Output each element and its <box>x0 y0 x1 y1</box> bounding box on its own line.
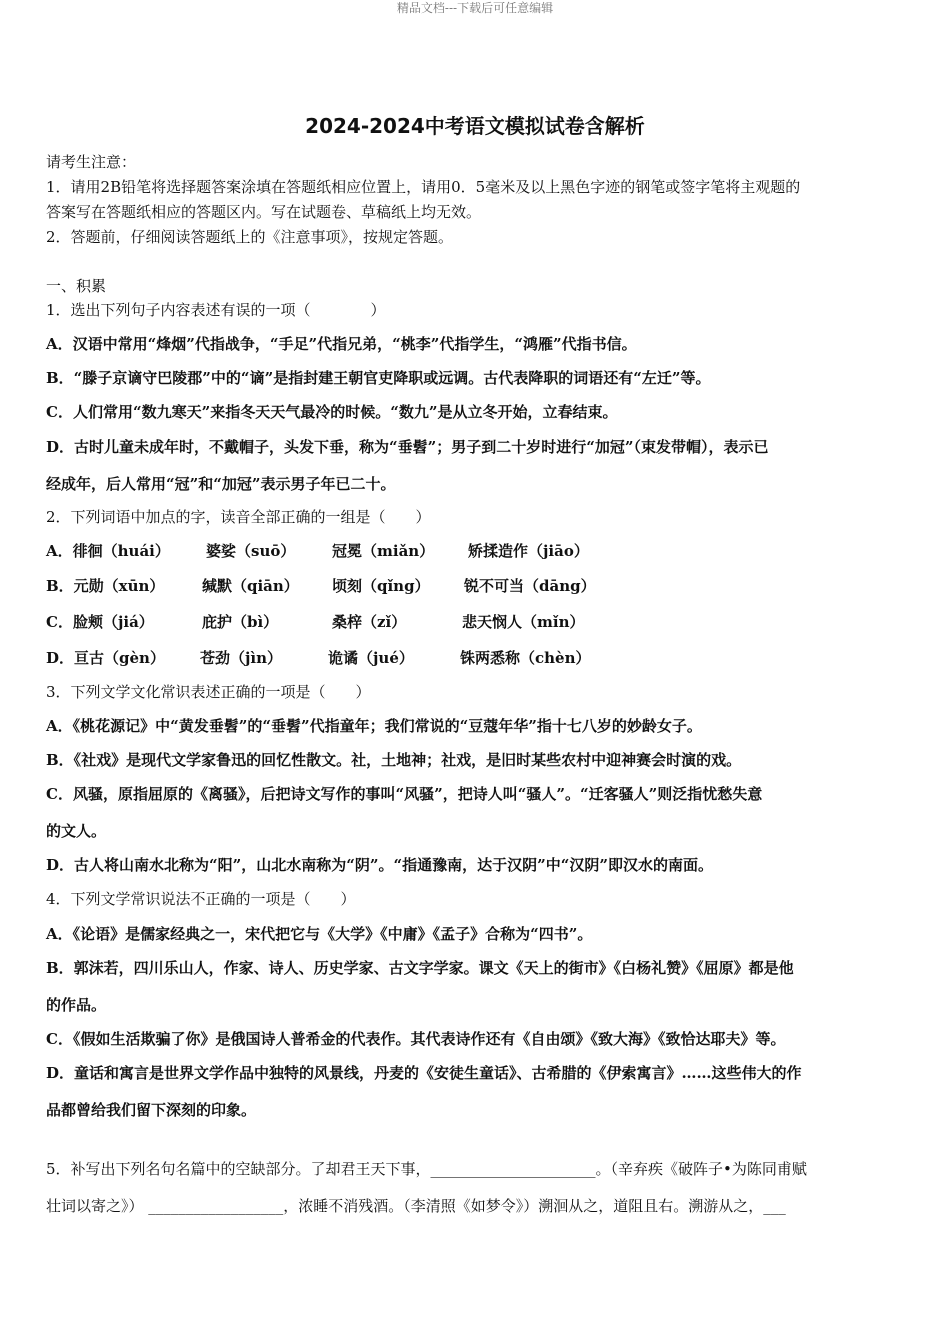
q5-line-1: 5．补写出下列名句名篇中的空缺部分。了却君王天下事，______________________。（辛弃疾《破阵子•为陈同甫赋 <box>46 1160 807 1178</box>
notice-line-3: 2．答题前，仔细阅读答题纸上的《注意事项》，按规定答题。 <box>46 228 454 246</box>
q3-option-a: A．《桃花源记》中“黄发垂髫”的“垂髫”代指童年；我们常说的“豆蔻年华”指十七八岁的妙龄女子。 <box>46 717 702 735</box>
q2-c-word-3: 桑梓（zǐ） <box>332 613 407 631</box>
q5-line-2: 壮词以寄之》） __________________，浓睡不消残酒。（李清照《如梦令》）溯洄从之，道阻且右。溯游从之，___ <box>46 1197 786 1215</box>
q3-option-b: B．《社戏》是现代文学家鲁迅的回忆性散文。社，土地神；社戏，是旧时某些农村中迎神赛会时演的戏。 <box>46 751 742 769</box>
q3-stem: 3．下列文学文化常识表述正确的一项是（ ） <box>46 683 371 701</box>
q4-option-c: C．《假如生活欺骗了你》是俄国诗人普希金的代表作。其代表诗作还有《自由颂》《致大海》《致恰达耶夫》等。 <box>46 1030 786 1048</box>
q2-a-word-3: 冠冕（miǎn） <box>332 542 435 560</box>
q2-option-row-d <box>46 648 906 668</box>
q1-stem: 1．选出下列句子内容表述有误的一项（ ） <box>46 301 386 319</box>
q1-option-b: B．“滕子京谪守巴陵郡”中的“谪”是指封建王朝官吏降职或远调。古代表降职的词语还有“左迁”等。 <box>46 369 711 387</box>
q2-d-word-4: 铢两悉称（chèn） <box>460 649 591 667</box>
notice-heading: 请考生注意： <box>46 153 137 171</box>
q2-a-word-1: A．徘徊（huái） <box>46 542 170 560</box>
q4-option-b-line-1: B．郭沫若，四川乐山人，作家、诗人、历史学家、古文字学家。课文《天上的街市》《白杨礼赞》《屈原》都是他 <box>46 959 794 977</box>
q2-a-word-4: 矫揉造作（jiāo） <box>468 542 589 560</box>
notice-line-2: 答案写在答题纸相应的答题区内。写在试题卷、草稿纸上均无效。 <box>46 203 482 221</box>
q3-option-c-line-2: 的文人。 <box>46 822 107 840</box>
q2-option-row-a <box>46 541 906 561</box>
q2-option-row-b <box>46 576 906 596</box>
q2-b-word-2: 缄默（qiān） <box>202 577 299 595</box>
q2-c-word-1: C．脸颊（jiá） <box>46 613 154 631</box>
q2-c-word-2: 庇护（bì） <box>202 613 279 631</box>
q1-option-d-line-1: D．古时儿童未成年时，不戴帽子，头发下垂，称为“垂髫”；男子到二十岁时进行“加冠”（束发带帽），表示已 <box>46 438 769 456</box>
page-title: 2024-2024中考语文模拟试卷含解析 <box>305 114 645 138</box>
q2-d-word-1: D．亘古（gèn） <box>46 649 165 667</box>
q3-option-c-line-1: C．风骚，原指屈原的《离骚》，后把诗文写作的事叫“风骚”，把诗人叫“骚人”。“迁客骚人”则泛指忧愁失意 <box>46 785 763 803</box>
watermark: 精品文档---下载后可任意编辑 <box>396 1 554 15</box>
q4-stem: 4．下列文学常识说法不正确的一项是（ ） <box>46 890 356 908</box>
q2-stem: 2．下列词语中加点的字，读音全部正确的一组是（ ） <box>46 508 431 526</box>
q4-option-a: A．《论语》是儒家经典之一，宋代把它与《大学》《中庸》《孟子》合称为“四书”。 <box>46 925 593 943</box>
q4-option-b-line-2: 的作品。 <box>46 996 107 1014</box>
q4-option-d-line-1: D．童话和寓言是世界文学作品中独特的风景线，丹麦的《安徒生童话》、古希腊的《伊索寓言》……这些伟大的作 <box>46 1064 802 1082</box>
section-heading: 一、积累 <box>46 277 107 295</box>
q3-option-d: D．古人将山南水北称为“阳”，山北水南称为“阴”。“指通豫南，达于汉阴”中“汉阴”即汉水的南面。 <box>46 856 714 874</box>
q2-b-word-3: 顷刻（qǐng） <box>332 577 430 595</box>
q2-b-word-1: B．元勋（xūn） <box>46 577 165 595</box>
q1-option-c: C．人们常用“数九寒天”来指冬天天气最冷的时候。“数九”是从立冬开始，立春结束。 <box>46 403 618 421</box>
q2-c-word-4: 悲天悯人（mǐn） <box>462 613 585 631</box>
q1-option-a: A．汉语中常用“烽烟”代指战争，“手足”代指兄弟，“桃李”代指学生，“鸿雁”代指书信。 <box>46 335 637 353</box>
q2-d-word-2: 苍劲（jìn） <box>200 649 283 667</box>
q2-option-row-c <box>46 612 906 632</box>
q2-d-word-3: 诡谲（jué） <box>328 649 414 667</box>
notice-line-1: 1．请用2B铅笔将选择题答案涂填在答题纸相应位置上，请用0．5毫米及以上黑色字迹的钢笔或签字笔将主观题的 <box>46 178 801 196</box>
q2-a-word-2: 婆娑（suō） <box>206 542 296 560</box>
q2-b-word-4: 锐不可当（dāng） <box>464 577 596 595</box>
q1-option-d-line-2: 经成年，后人常用“冠”和“加冠”表示男子年已二十。 <box>46 475 396 493</box>
q4-option-d-line-2: 品都曾给我们留下深刻的印象。 <box>46 1101 257 1119</box>
